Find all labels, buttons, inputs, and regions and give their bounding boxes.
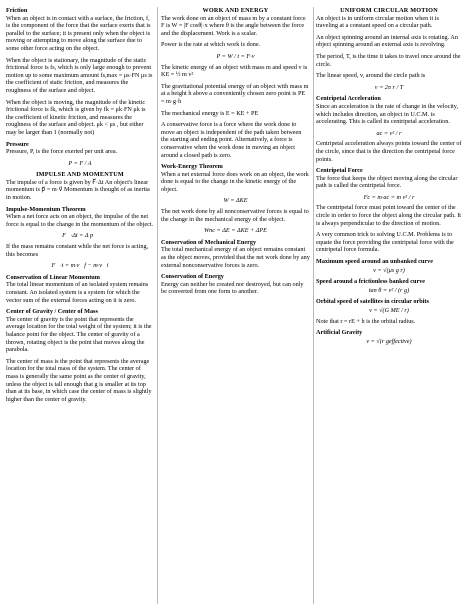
centripetal-acceleration-text: Since an acceleration is the rate of change in the velocity, which includes direction, an object in U.C.M. is accelerating. This is called its centripetal acceleration. [316,102,459,126]
circular-motion-heading: UNIFORM CIRCULAR MOTION [340,7,438,14]
rotating-revolving-text: An object spinning around an internal axis is rotating. An object spinning around an external axis is revolving. [316,33,458,49]
linear-speed-text: The linear speed, v, around the circle path is [316,72,426,80]
kinetic-energy-definition: The kinetic energy of an object with mass m and speed v is KE = ½ m v² [161,63,308,79]
centripetal-force-text: The force that keeps the object moving along the circular path is called the centripetal force. [316,174,458,190]
column-divider [313,7,314,604]
column-friction-momentum [6,7,154,604]
potential-energy-definition: The gravitational potential energy of an object with mass m at a height h above a conveniently chosen zero point is PE = m·g·h [161,82,309,105]
nonconservative-work-formula: Wnc = ΔE = ΔKE + ΔPE [204,227,267,235]
conservation-momentum-heading: Conservation of Linear Momentum [6,273,100,281]
ucm-definition: An object is in uniform circular motion when it is traveling at a constant speed on a circular path. [316,14,439,30]
center-of-gravity-text: The center of gravity is the point that represents the average location for the total weight of the system; it is the balance point for the object. The center of gravity of a thrown, rotating object is the point that moves along the parabola. [6,315,152,354]
centripetal-acceleration-direction-text: Centripetal acceleration always points toward the center of the circle, since that is the direction the centripetal force points. [316,140,462,163]
impulse-momentum-theorem-heading: Impulse-Momentum Theorem [6,205,86,213]
pressure-heading: Pressure [6,140,29,148]
unbanked-curve-formula: v = √(μs g r) [373,266,405,274]
work-energy-theorem-heading: Work-Energy Theorem [161,163,223,171]
work-energy-heading: WORK AND ENERGY [202,7,269,14]
ucm-trick-text: A very common trick to solving U.C.M. Problems is to equate the force providing the centripetal force with the centripetal force formula. [316,231,454,254]
power-formula: P = W / t = F·v [216,52,255,60]
period-definition: The period, T, is the time it takes to travel once around the circle. [316,52,461,68]
impulse-momentum-heading: IMPULSE AND MOMENTUM [36,171,124,179]
artificial-gravity-heading: Artificial Gravity [316,329,363,337]
conservation-energy-text: Energy can neither be created nor destroyed, but can only be converted from one form to another. [161,280,304,296]
artificial-gravity-formula: v = √(r geffective) [366,337,412,345]
mechanical-energy-definition: The mechanical energy is E = KE + PE [161,109,259,117]
column-divider [157,7,158,604]
conservation-momentum-text: The total linear momentum of an isolated system remains constant. An isolated system is a system for which the vector sum of the external forces acting on it is zero. [6,281,149,304]
nonconservative-work-text: The net work done by all nonconservative forces is equal to the change in the mechanical energy of the object. [161,208,309,223]
constant-mass-formula: F⃗·t = m·v⃗f − m·v⃗i [51,262,109,270]
column-work-energy [161,7,310,604]
conservation-energy-heading: Conservation of Energy [161,273,224,281]
centripetal-force-formula: Fc = m·ac = m v² / r [363,193,415,201]
banked-curve-formula: tan θ = v² / (r g) [368,286,410,294]
friction-paragraph-1: When an object is in contact with a surface, the friction, f, is the component of the force that the surface exerts that is parallel to the surface; it is present only when the object is moving or attempting to move along the surface due to some other force acting on the object. [6,14,151,52]
centripetal-force-direction-text: The centripetal force must point toward the center of the circle in order to force the object along the circular path. It is always perpendicular to the direction of motion. [316,204,461,227]
conservative-force-definition: A conservative force is a force where the work done to move an object is independent of the path taken between the starting and ending point. Alternatively, a force is conservative when the work done in moving an object around a closed path is zero. [161,121,302,159]
conservation-mechanical-energy-heading: Conservation of Mechanical Energy [161,238,257,246]
centripetal-force-heading: Centripetal Force [316,167,363,175]
impulse-momentum-theorem-text: When a net force acts on an object, the impulse of the net force is equal to the change in the momentum of the object. [6,213,154,228]
pressure-formula: P = F / A [68,159,92,167]
work-energy-theorem-text: When a net external force does work on an object, the work done is equal to the change in the kinetic energy of the object. [161,170,309,193]
center-of-mass-text: The center of mass is the point that represents the average location for the total mass of the system. The center of mass is generally the same point as the center of gravity, unless the object is tall enough that g is smaller at its top than at its base, in which case the center of mass is slightly higher than the center of gravity. [6,357,152,403]
friction-paragraph-3: When the object is moving, the magnitude of the kinetic frictional force is fk, which is given by fk = μk·FN μk is the coefficient of kinetic friction, and measures the roughness of the surface and object. μk < μs , but either may be larger than 1 (normally not) [6,98,146,136]
orbital-speed-heading: Orbital speed of satellites in circular orbits [316,298,429,306]
friction-heading: Friction [6,7,28,14]
orbital-speed-formula: v = √(G ME / r) [369,307,409,314]
column-circular-motion [316,7,462,604]
conservation-mechanical-energy-text: The total mechanical energy of an object remains constant as the object moves, provided that the net work done by any external nonconservative forces is zero. [161,246,310,269]
unbanked-curve-heading: Maximum speed around an unbanked curve [316,258,433,266]
banked-curve-heading: Speed around a frictionless banked curve [316,278,426,286]
orbital-radius-note: Note that r = rE + h is the orbital radius. [316,317,416,325]
friction-paragraph-2: When the object is stationary, the magnitude of the static frictional force is fs, which is only large enough to prevent motion up to some maximum amount fs,max = μs·FN μs is the coefficient of static friction, and measures the roughness of the surface and object. [6,56,153,94]
work-energy-formula: W = ΔKE [223,197,248,205]
center-of-gravity-heading: Center of Gravity / Center of Mass [6,308,98,316]
pressure-text: Pressure, P, is the force exerted per unit area. [6,148,118,156]
impulse-momentum-formula: F⃗·Δt = Δ p⃗ [62,232,98,240]
linear-speed-formula: v = 2π r / T [374,83,404,91]
impulse-paragraph: The impulse of a force is given by F⃗·Δt An object's linear momentum is p⃗ = m·v⃗ Momentum is thought of as inertia in motion. [6,178,150,202]
work-definition: The work done on an object of mass m by a constant force F is W = |F cosθ|·x where θ is the angle between the force and the displacement. Work is a scalar. [161,14,306,37]
centripetal-acceleration-formula: ac = v² / r [376,129,402,137]
constant-mass-text: If the mass remains constant while the net force is acting, this becomes [6,243,149,258]
power-definition: Power is the rate at which work is done. [161,41,261,49]
centripetal-acceleration-heading: Centripetal Acceleration [316,95,381,103]
